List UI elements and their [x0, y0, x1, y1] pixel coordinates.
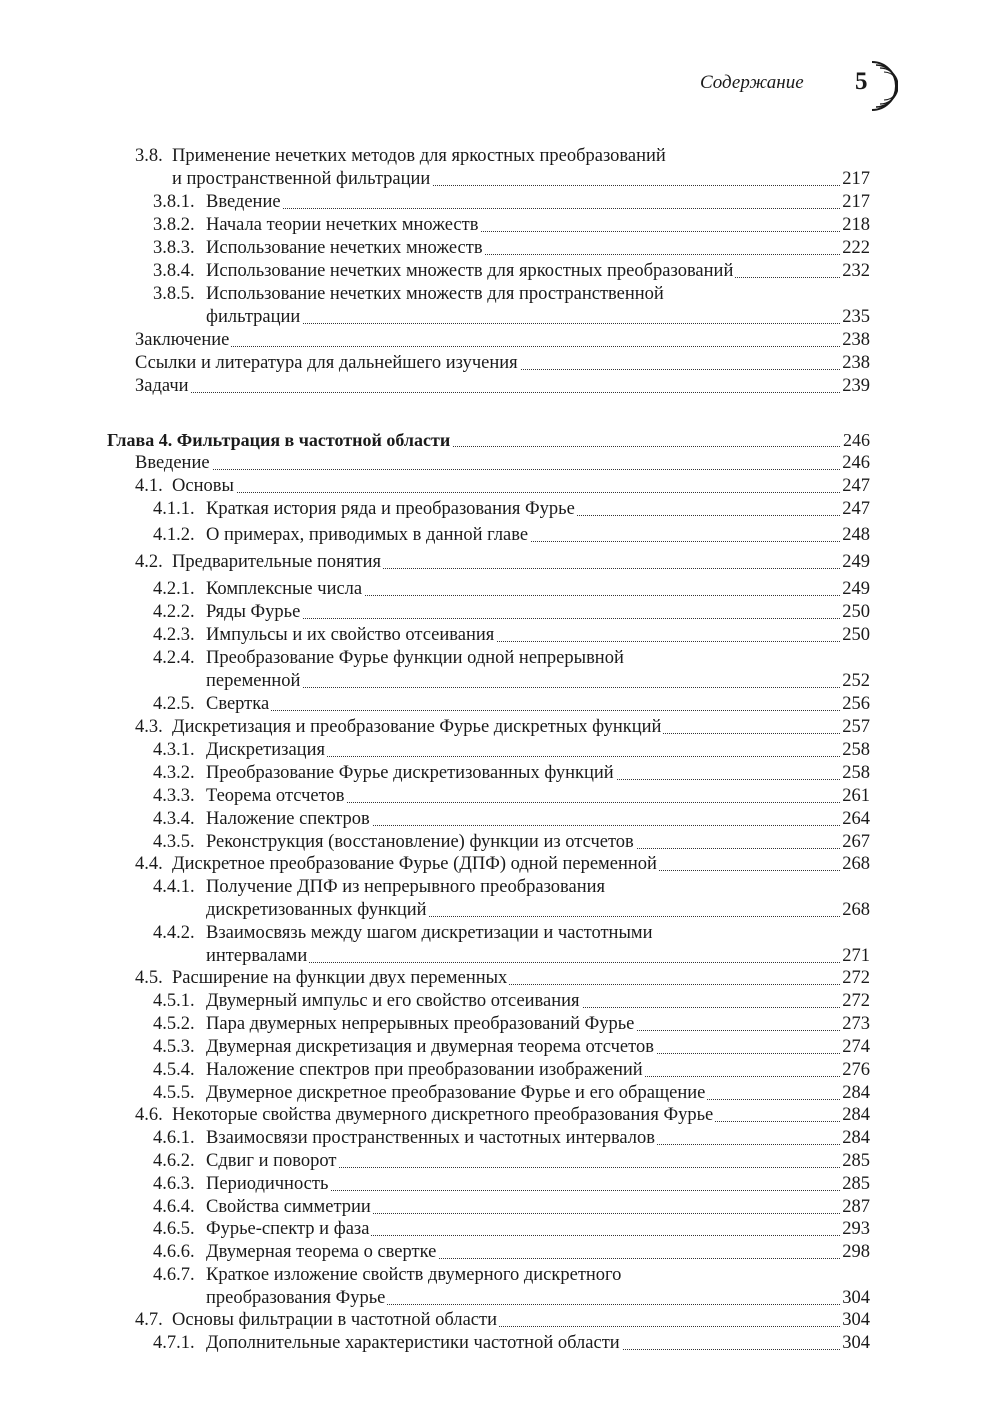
toc-page-number: 217	[842, 192, 870, 212]
toc-entry-4-3-3[interactable]	[0, 784, 1000, 808]
toc-entry-3-8-cont[interactable]	[0, 167, 1000, 191]
toc-entry-number: 4.6.2.	[153, 1151, 195, 1171]
toc-entry-number: 4.7.	[135, 1310, 163, 1330]
toc-page-number: 304	[842, 1333, 870, 1353]
toc-page-number: 268	[842, 854, 870, 874]
toc-entry-title: Использование нечетких множеств	[206, 238, 483, 258]
toc-entry-number: 4.7.1.	[153, 1333, 195, 1353]
toc-entry-4-6-1[interactable]	[0, 1126, 1000, 1150]
toc-page-number: 293	[842, 1219, 870, 1239]
toc-entry-4-4-1[interactable]	[0, 875, 1000, 899]
toc-entry-title: Импульсы и их свойство отсеивания	[206, 625, 495, 645]
toc-entry-number: 4.3.	[135, 717, 163, 737]
toc-entry-4-2-4-cont[interactable]	[0, 669, 1000, 693]
toc-entry-title: Расширение на функции двух переменных	[172, 968, 508, 988]
toc-entry-title: Взаимосвязи пространственных и частотных интервалов	[206, 1128, 656, 1148]
toc-entry-number: 4.6.	[135, 1105, 163, 1125]
toc-chapter-4[interactable]	[0, 428, 1000, 452]
toc-entry-number: 4.4.	[135, 854, 163, 874]
toc-chapter-title: Глава 4. Фильтрация в частотной области	[107, 430, 451, 450]
toc-entry-number: 4.2.4.	[153, 648, 195, 668]
toc-entry-problems[interactable]	[0, 374, 1000, 398]
toc-entry-4-1-2[interactable]	[0, 523, 1000, 547]
toc-page-number: 246	[842, 453, 870, 473]
toc-page-number: 304	[842, 1288, 870, 1308]
toc-page-number: 239	[842, 376, 870, 396]
toc-entry-4-3[interactable]	[0, 715, 1000, 739]
toc-entry-number: 4.2.2.	[153, 602, 195, 622]
toc-entry-title: Ряды Фурье	[206, 602, 301, 622]
toc-entry-title: Краткое изложение свойств двумерного дискретного	[206, 1265, 622, 1285]
toc-entry-4-6-2[interactable]	[0, 1149, 1000, 1173]
toc-entry-title: Наложение спектров	[206, 809, 370, 829]
toc-entry-4-4-2-cont[interactable]	[0, 944, 1000, 968]
toc-page-number: 285	[842, 1174, 870, 1194]
toc-entry-title: Использование нечетких множеств для пространственной	[206, 284, 664, 304]
toc-page-number: 256	[842, 694, 870, 714]
toc-page-number: 287	[842, 1197, 870, 1217]
toc-entry-conclusion[interactable]	[0, 328, 1000, 352]
toc-entry-number: 4.3.2.	[153, 763, 195, 783]
toc-entry-title: Получение ДПФ из непрерывного преобразования	[206, 877, 606, 897]
toc-entry-title: фильтрации	[206, 307, 301, 327]
toc-entry-4-5-2[interactable]	[0, 1012, 1000, 1036]
toc-page-number: 238	[842, 330, 870, 350]
toc-entry-number: 4.2.1.	[153, 579, 195, 599]
toc-entry-4-6-3[interactable]	[0, 1172, 1000, 1196]
toc-entry-4-2-1[interactable]	[0, 577, 1000, 601]
toc-page-number: 271	[842, 946, 870, 966]
toc-entry-3-8-1[interactable]	[0, 190, 1000, 214]
toc-entry-4-5-3[interactable]	[0, 1035, 1000, 1059]
running-header-title: Содержание	[700, 72, 804, 93]
toc-page-number: 284	[842, 1083, 870, 1103]
toc-entry-title: Фурье-спектр и фаза	[206, 1219, 370, 1239]
toc-entry-number: 4.1.2.	[153, 525, 195, 545]
toc-entry-number: 4.3.4.	[153, 809, 195, 829]
toc-entry-number: 4.6.3.	[153, 1174, 195, 1194]
toc-entry-number: 4.2.5.	[153, 694, 195, 714]
toc-entry-4-6[interactable]	[0, 1103, 1000, 1127]
toc-entry-title: Двумерное дискретное преобразование Фурье и его обращение	[206, 1083, 706, 1103]
toc-entry-4-7[interactable]	[0, 1308, 1000, 1332]
toc-entry-4-1-1[interactable]	[0, 497, 1000, 521]
toc-entry-title: дискретизованных функций	[206, 900, 427, 920]
toc-entry-number: 4.5.2.	[153, 1014, 195, 1034]
toc-page-number: 272	[842, 968, 870, 988]
toc-entry-title: О примерах, приводимых в данной главе	[206, 525, 529, 545]
toc-entry-title: Преобразование Фурье функции одной непрерывной	[206, 648, 624, 668]
toc-entry-4-5-5[interactable]	[0, 1081, 1000, 1105]
toc-page-number: 257	[842, 717, 870, 737]
toc-entry-3-8[interactable]	[0, 144, 1000, 168]
toc-page-number: 258	[842, 740, 870, 760]
toc-entry-number: 4.3.5.	[153, 832, 195, 852]
toc-entry-title: Наложение спектров при преобразовании изображений	[206, 1060, 643, 1080]
toc-entry-number: 4.6.6.	[153, 1242, 195, 1262]
toc-entry-4-5-1[interactable]	[0, 989, 1000, 1013]
toc-entry-title: Свойства симметрии	[206, 1197, 371, 1217]
toc-entry-number: 4.4.2.	[153, 923, 195, 943]
toc-page-number: 276	[842, 1060, 870, 1080]
toc-entry-references[interactable]	[0, 351, 1000, 375]
toc-entry-title: Введение	[135, 453, 210, 473]
toc-entry-title: Реконструкция (восстановление) функции из отсчетов	[206, 832, 634, 852]
toc-entry-title: Заключение	[135, 330, 230, 350]
toc-entry-4-6-7-cont[interactable]	[0, 1286, 1000, 1310]
toc-entry-title: Дискретизация и преобразование Фурье дискретных функций	[172, 717, 662, 737]
toc-page-number: 235	[842, 307, 870, 327]
page-number: 5	[855, 68, 868, 95]
toc-entry-4-2-5[interactable]	[0, 692, 1000, 716]
toc-page-number: 284	[842, 1128, 870, 1148]
toc-entry-title: Предварительные понятия	[172, 552, 382, 572]
toc-entry-title: Краткая история ряда и преобразования Фурье	[206, 499, 575, 519]
toc-entry-number: 4.4.1.	[153, 877, 195, 897]
toc-entry-4-6-4[interactable]	[0, 1195, 1000, 1219]
toc-entry-title: Сдвиг и поворот	[206, 1151, 337, 1171]
toc-entry-number: 4.5.5.	[153, 1083, 195, 1103]
toc-entry-title: Периодичность	[206, 1174, 329, 1194]
toc-entry-number: 3.8.4.	[153, 261, 195, 281]
toc-entry-introduction[interactable]	[0, 451, 1000, 475]
toc-entry-title: Применение нечетких методов для яркостных преобразований	[172, 146, 666, 166]
toc-entry-number: 4.1.	[135, 476, 163, 496]
toc-entry-title: Двумерная дискретизация и двумерная теорема отсчетов	[206, 1037, 654, 1057]
toc-entry-title: Введение	[206, 192, 281, 212]
toc-entry-number: 4.5.4.	[153, 1060, 195, 1080]
toc-entry-title: Преобразование Фурье дискретизованных функций	[206, 763, 614, 783]
toc-entry-number: 4.3.1.	[153, 740, 195, 760]
toc-page-number: 298	[842, 1242, 870, 1262]
toc-entry-number: 4.6.4.	[153, 1197, 195, 1217]
toc-entry-title: Теорема отсчетов	[206, 786, 345, 806]
toc-entry-number: 3.8.	[135, 146, 163, 166]
toc-entry-title: Пара двумерных непрерывных преобразований Фурье	[206, 1014, 635, 1034]
toc-page-number: 246	[843, 430, 870, 450]
toc-page-number: 264	[842, 809, 870, 829]
toc-entry-title: Дискретизация	[206, 740, 325, 760]
toc-page-number: 274	[842, 1037, 870, 1057]
toc-entry-title: Использование нечетких множеств для яркостных преобразований	[206, 261, 734, 281]
toc-entry-number: 4.3.3.	[153, 786, 195, 806]
toc-entry-3-8-5-cont[interactable]	[0, 305, 1000, 329]
toc-entry-4-2-2[interactable]	[0, 600, 1000, 624]
toc-page-number: 284	[842, 1105, 870, 1125]
toc-page-number: 248	[842, 525, 870, 545]
toc-entry-title: переменной	[206, 671, 301, 691]
toc-page-number: 217	[842, 169, 870, 189]
toc-entry-number: 3.8.2.	[153, 215, 195, 235]
toc-entry-4-2-4[interactable]	[0, 646, 1000, 670]
toc-page-number: 249	[842, 552, 870, 572]
toc-entry-title: Взаимосвязь между шагом дискретизации и частотными	[206, 923, 653, 943]
toc-entry-number: 3.8.3.	[153, 238, 195, 258]
toc-entry-4-2-3[interactable]	[0, 623, 1000, 647]
toc-entry-number: 3.8.5.	[153, 284, 195, 304]
toc-page-number: 272	[842, 991, 870, 1011]
toc-entry-4-6-6[interactable]	[0, 1240, 1000, 1264]
toc-entry-3-8-3[interactable]	[0, 236, 1000, 260]
toc-entry-title: Основы	[172, 476, 234, 496]
toc-page-number: 268	[842, 900, 870, 920]
toc-entry-3-8-5[interactable]	[0, 282, 1000, 306]
toc-entry-4-6-7[interactable]	[0, 1263, 1000, 1287]
toc-entry-4-3-1[interactable]	[0, 738, 1000, 762]
toc-page-number: 218	[842, 215, 870, 235]
toc-entry-title: и пространственной фильтрации	[172, 169, 431, 189]
toc-entry-number: 4.5.1.	[153, 991, 195, 1011]
toc-page-number: 238	[842, 353, 870, 373]
toc-page-number: 250	[842, 602, 870, 622]
toc-entry-title: преобразования Фурье	[206, 1288, 386, 1308]
toc-entry-4-4-1-cont[interactable]	[0, 898, 1000, 922]
toc-page-number: 304	[842, 1310, 870, 1330]
toc-page-number: 222	[842, 238, 870, 258]
toc-entry-number: 4.1.1.	[153, 499, 195, 519]
toc-entry-number: 4.2.	[135, 552, 163, 572]
toc-page-number: 285	[842, 1151, 870, 1171]
toc-entry-4-6-5[interactable]	[0, 1217, 1000, 1241]
toc-entry-number: 4.2.3.	[153, 625, 195, 645]
toc-entry-title: Основы фильтрации в частотной области	[172, 1310, 497, 1330]
toc-entry-title: Дополнительные характеристики частотной области	[206, 1333, 620, 1353]
toc-entry-3-8-2[interactable]	[0, 213, 1000, 237]
toc-entry-4-2[interactable]	[0, 550, 1000, 574]
toc-entry-3-8-4[interactable]	[0, 259, 1000, 283]
toc-page-number: 267	[842, 832, 870, 852]
toc-entry-title: Задачи	[135, 376, 189, 396]
toc-entry-title: Дискретное преобразование Фурье (ДПФ) одной переменной	[172, 854, 657, 874]
toc-entry-4-4[interactable]	[0, 852, 1000, 876]
toc-entry-title: Двумерная теорема о свертке	[206, 1242, 437, 1262]
toc-entry-number: 4.5.3.	[153, 1037, 195, 1057]
toc-entry-number: 4.6.1.	[153, 1128, 195, 1148]
toc-entry-title: Двумерный импульс и его свойство отсеивания	[206, 991, 580, 1011]
toc-entry-4-4-2[interactable]	[0, 921, 1000, 945]
toc-entry-4-5-4[interactable]	[0, 1058, 1000, 1082]
toc-entry-number: 4.6.7.	[153, 1265, 195, 1285]
toc-page-number: 261	[842, 786, 870, 806]
toc-page-number: 247	[842, 499, 870, 519]
toc-entry-number: 4.6.5.	[153, 1219, 195, 1239]
toc-entry-title: Комплексные числа	[206, 579, 363, 599]
toc-entry-4-3-2[interactable]	[0, 761, 1000, 785]
toc-entry-title: интервалами	[206, 946, 308, 966]
toc-page-number: 273	[842, 1014, 870, 1034]
toc-page-number: 249	[842, 579, 870, 599]
toc-entry-4-5[interactable]	[0, 966, 1000, 990]
toc-page-number: 250	[842, 625, 870, 645]
toc-page-number: 252	[842, 671, 870, 691]
toc-entry-4-1[interactable]	[0, 474, 1000, 498]
toc-entry-4-3-4[interactable]	[0, 807, 1000, 831]
toc-entry-4-7-1[interactable]	[0, 1331, 1000, 1355]
toc-page-number: 258	[842, 763, 870, 783]
toc-entry-title: Свертка	[206, 694, 270, 714]
toc-entry-number: 3.8.1.	[153, 192, 195, 212]
toc-entry-number: 4.5.	[135, 968, 163, 988]
toc-entry-title: Ссылки и литература для дальнейшего изучения	[135, 353, 518, 373]
toc-entry-4-3-5[interactable]	[0, 830, 1000, 854]
toc-entry-title: Начала теории нечетких множеств	[206, 215, 479, 235]
toc-entry-title: Некоторые свойства двумерного дискретного преобразования Фурье	[172, 1105, 714, 1125]
toc-page-number: 232	[842, 261, 870, 281]
toc-page-number: 247	[842, 476, 870, 496]
